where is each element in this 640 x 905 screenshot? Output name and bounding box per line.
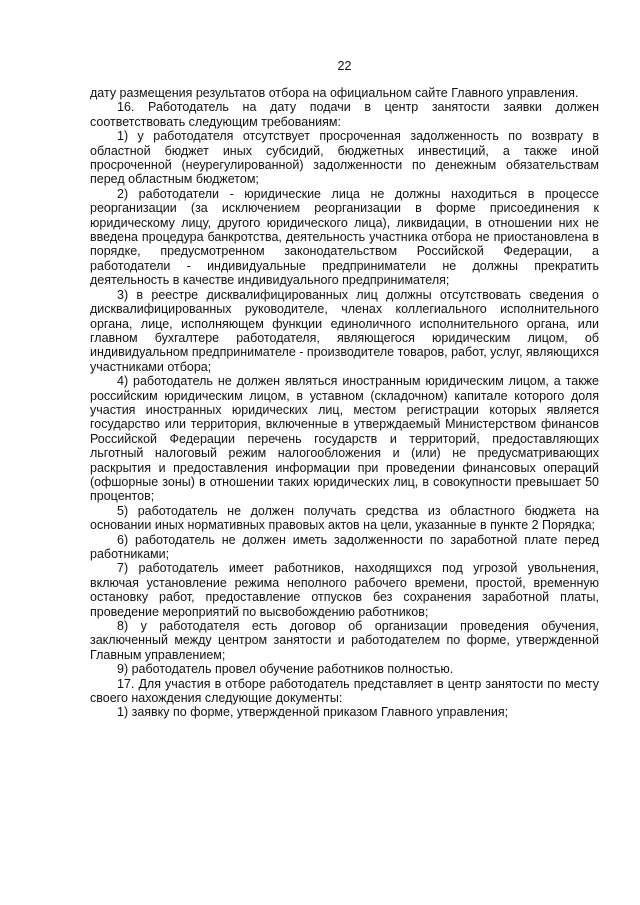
paragraph-requirement-6: 6) работодатель не должен иметь задолженности по заработной плате перед работниками; [90, 532, 599, 561]
document-body [90, 86, 599, 720]
paragraph-requirement-8: 8) у работодателя есть договор об организации проведения обучения, заключенный между центром занятости и работодателем по форме, утвержденной Главным управлением; [90, 619, 599, 662]
paragraph-document-1: 1) заявку по форме, утвержденной приказом Главного управления; [117, 705, 509, 720]
paragraph-16-intro: 16. Работодатель на дату подачи в центр занятости заявки должен соответствовать следующим требованиям: [90, 100, 599, 129]
paragraph-requirement-3: 3) в реестре дисквалифицированных лиц должны отсутствовать сведения о дисквалифицированных руководителе, членах коллегиального исполнительного органа, лице, исполняющем функции единоличного исполнительного органа, или главном бухгалтере работодателя, являющегося юридическим лицом, об индивидуальном предпринимателе - производителе товаров, работ, услуг, являющихся участниками отбора; [90, 287, 599, 374]
paragraph-continuation: дату размещения результатов отбора на официальном сайте Главного управления. [90, 86, 579, 100]
paragraph-requirement-7: 7) работодатель имеет работников, находящихся под угрозой увольнения, включая установление режима неполного рабочего времени, простой, временную остановку работ, предоставление отпусков без сохранения заработной платы, проведение мероприятий по высвобождению работников; [90, 561, 599, 619]
page-number: 22 [337, 59, 352, 73]
paragraph-requirement-1: 1) у работодателя отсутствует просроченная задолженность по возврату в областной бюджет иных субсидий, бюджетных инвестиций, а также иной просроченной (неурегулированной) задолженности по денежным обязательствам перед областным бюджетом; [90, 129, 599, 187]
paragraph-requirement-9: 9) работодатель провел обучение работников полностью. [117, 662, 454, 677]
paragraph-17-intro: 17. Для участия в отборе работодатель представляет в центр занятости по месту своего нахождения следующие документы: [90, 676, 599, 706]
paragraph-requirement-5: 5) работодатель не должен получать средства из областного бюджета на основании иных нормативных правовых актов на цели, указанные в пункте 2 Порядка; [90, 503, 599, 533]
paragraph-requirement-2: 2) работодатели - юридические лица не должны находиться в процессе реорганизации (за исключением реорганизации в форме присоединения к юридическому лицу, другого юридического лица), ликвидации, в отношении них не введена процедура банкротства, деятельность участника отбора не приостановлена в порядке, предусмотренном законодательством Российской Федерации, а работодатели - индивидуальные предприниматели не должны прекратить деятельность в качестве индивидуального предпринимателя; [90, 186, 599, 288]
paragraph-requirement-4: 4) работодатель не должен являться иностранным юридическим лицом, а также российским юридическим лицом, в уставном (складочном) капитале которого доля участия иностранных юридических лиц, местом регистрации которых является государство или территория, включенные в утверждаемый Министерством финансов Российской Федерации перечень государств и территорий, предоставляющих льготный налоговый режим налогообложения и (или) не предусматривающих раскрытия и предоставления информации при проведении финансовых операций (офшорные зоны) в отношении таких юридических лиц, в совокупности превышает 50 процентов; [90, 374, 599, 504]
